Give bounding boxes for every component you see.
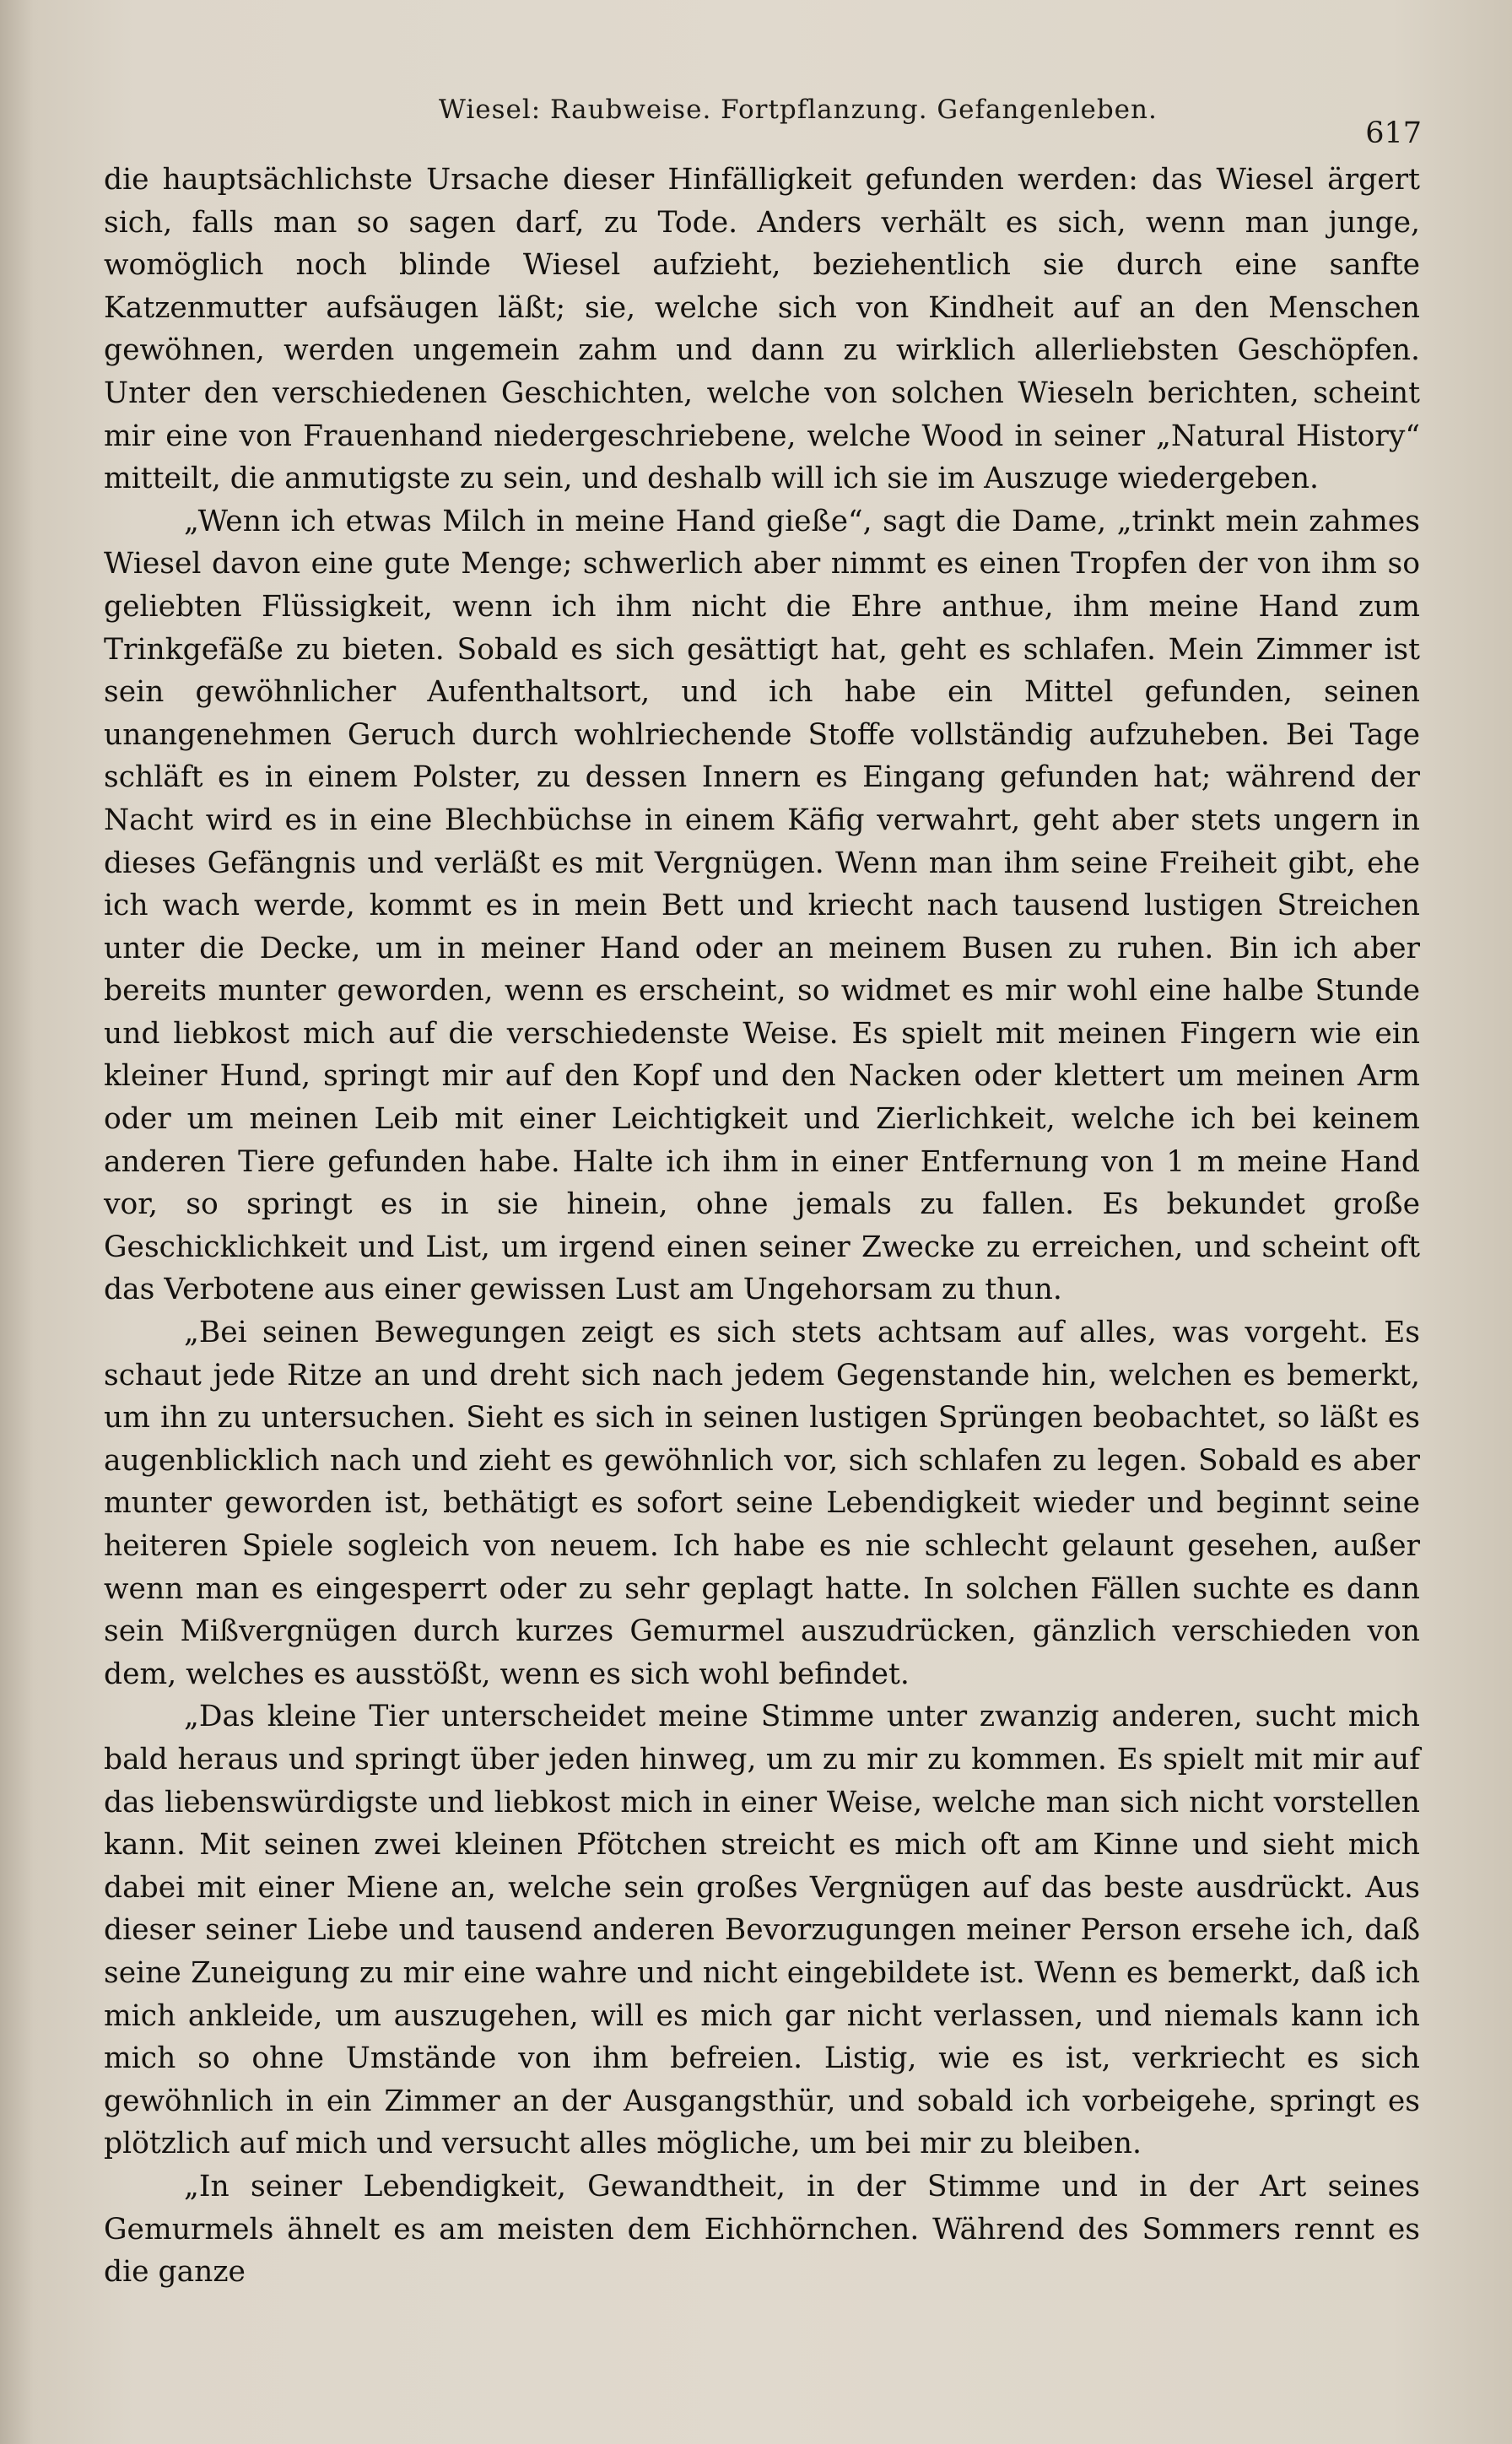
paragraph-2: „Wenn ich etwas Milch in meine Hand gieße“, sagt die Dame, „trinkt mein zahmes Wiesel davon eine gute Menge; schwerlich aber nimmt es einen Tropfen der von ihm so geliebten Flüssigkeit, wenn ich ihm nicht die Ehre anthue, ihm meine Hand zum Trinkgefäße zu bieten. Sobald es sich gesättigt hat, geht es schlafen. Mein Zimmer ist sein gewöhnlicher Aufenthaltsort, und ich habe ein Mittel gefunden, seinen unangenehmen Geruch durch wohlriechende Stoffe vollständig aufzuheben. Bei Tage schläft es in einem Polster, zu dessen Innern es Eingang gefunden hat; während der Nacht wird es in eine Blechbüchse in einem Käfig verwahrt, geht aber stets ungern in dieses Gefängnis und verläßt es mit Vergnügen. Wenn man ihm seine Freiheit gibt, ehe ich wach werde, kommt es in mein Bett und kriecht nach tausend lustigen Streichen unter die Decke, um in meiner Hand oder an meinem Busen zu ruhen. Bin ich aber bereits munter geworden, wenn es erscheint, so widmet es mir wohl eine halbe Stunde und liebkost mich auf die verschiedenste Weise. Es spielt mit meinen Fingern wie ein kleiner Hund, springt mir auf den Kopf und den Nacken oder klettert um meinen Arm oder um meinen Leib mit einer Leichtigkeit und Zierlichkeit, welche ich bei keinem anderen Tiere gefunden habe. Halte ich ihm in einer Entfernung von 1 m meine Hand vor, so springt es in sie hinein, ohne jemals zu fallen. Es bekundet große Geschicklichkeit und List, um irgend einen seiner Zwecke zu erreichen, und scheint oft das Verbotene aus einer gewissen Lust am Ungehorsam zu thun. (104, 504, 1420, 1307)
paragraph-4: „Das kleine Tier unterscheidet meine Stimme unter zwanzig anderen, sucht mich bald heraus und springt über jeden hinweg, um zu mir zu kommen. Es spielt mit mir auf das liebenswürdigste und liebkost mich in einer Weise, welche man sich nicht vorstellen kann. Mit seinen zwei kleinen Pfötchen streicht es mich oft am Kinne und sieht mich dabei mit einer Miene an, welche sein großes Vergnügen auf das beste ausdrückt. Aus dieser seiner Liebe und tausend anderen Bevorzugungen meiner Person ersehe ich, daß seine Zuneigung zu mir eine wahre und nicht eingebildete ist. Wenn es bemerkt, daß ich mich ankleide, um auszugehen, will es mich gar nicht verlassen, und niemals kann ich mich so ohne Umstände von ihm befreien. Listig, wie es ist, verkriecht es sich gewöhnlich in ein Zimmer an der Ausgangsthür, und sobald ich vorbeigehe, springt es plötzlich auf mich und versucht alles mögliche, um bei mir zu bleiben. (104, 1700, 1420, 2161)
paragraph-1: die hauptsächlichste Ursache dieser Hinfälligkeit gefunden werden: das Wiesel ärgert sich, falls man so sagen darf, zu Tode. Anders verhält es sich, wenn man junge, womöglich noch blinde Wiesel aufzieht, beziehentlich sie durch eine sanfte Katzenmutter aufsäugen läßt; sie, welche sich von Kindheit auf an den Menschen gewöhnen, werden ungemein zahm und dann zu wirklich allerliebsten Geschöpfen. Unter den verschiedenen Geschichten, welche von solchen Wieseln berichten, scheint mir eine von Frauenhand niedergeschriebene, welche Wood in seiner „Natural History“ mitteilt, die anmutigste zu sein, und deshalb will ich sie im Auszuge wiedergeben. (104, 163, 1420, 496)
body-text (104, 159, 1420, 2294)
running-header (439, 95, 1434, 150)
header-title: Wiesel: Raubweise. Fortpflanzung. Gefangenleben. (439, 95, 1158, 125)
page-number: 617 (1365, 116, 1422, 150)
paragraph-5: „In seiner Lebendigkeit, Gewandtheit, in der Stimme und in der Art seines Gemurmels ähnelt es am meisten dem Eichhörnchen. Während des Sommers rennt es die ganze (104, 2169, 1420, 2290)
paragraph-3: „Bei seinen Bewegungen zeigt es sich stets achtsam auf alles, was vorgeht. Es schaut jede Ritze an und dreht sich nach jedem Gegenstande hin, welchen es bemerkt, um ihn zu untersuchen. Sieht es sich in seinen lustigen Sprüngen beobachtet, so läßt es augenblicklich nach und zieht es gewöhnlich vor, sich schlafen zu legen. Sobald es aber munter geworden ist, bethätigt es sofort seine Lebendigkeit wieder und beginnt seine heiteren Spiele sogleich von neuem. Ich habe es nie schlecht gelaunt gesehen, außer wenn man es eingesperrt oder zu sehr geplagt hatte. In solchen Fällen suchte es dann sein Mißvergnügen durch kurzes Gemurmel auszudrücken, gänzlich verschieden von dem, welches es ausstößt, wenn es sich wohl befindet. (104, 1316, 1420, 1691)
